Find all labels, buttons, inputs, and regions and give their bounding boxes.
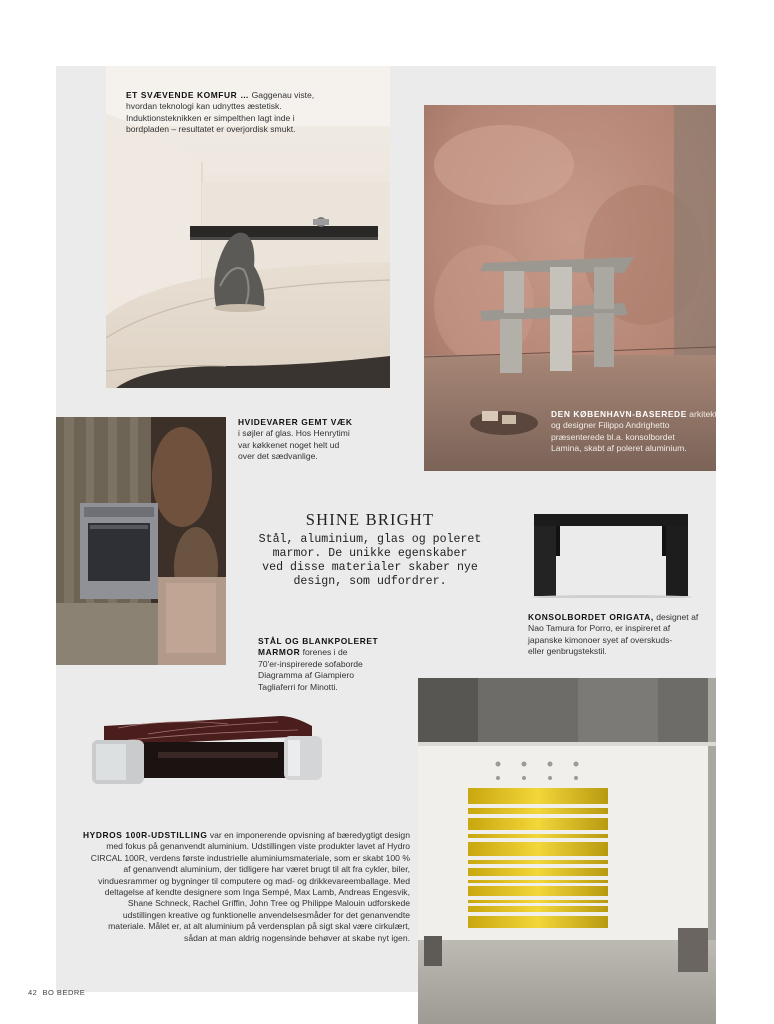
caption-hydros-line: af genanvendt aluminium, der tidligere har været brugt til alt fra cykler, biler, bbox=[123, 864, 410, 875]
caption-hydros-line: Shane Schneck, Rachel Griffin, John Tree og Philippe Malouin udforskede bbox=[127, 898, 410, 909]
caption-hydros bbox=[60, 830, 410, 944]
caption-komfur-line: hvordan teknologi kan udnyttes æstetisk. bbox=[126, 101, 282, 112]
feature-intro-line: design, som udfordrer. bbox=[293, 575, 447, 588]
marble-table-photo bbox=[88, 712, 324, 790]
feature-title: SHINE BRIGHT bbox=[305, 510, 435, 529]
caption-hvidevarer bbox=[238, 417, 388, 463]
caption-kobenhavn bbox=[551, 409, 721, 455]
origata-photo bbox=[528, 512, 696, 598]
caption-kobenhavn-line: Lamina, skabt af poleret aluminium. bbox=[551, 443, 687, 454]
oven-photo bbox=[56, 417, 226, 665]
caption-hvidevarer-line: over det sædvanlige. bbox=[238, 451, 318, 462]
caption-kobenhavn-line: præsenterede bl.a. konsolbordet bbox=[551, 431, 675, 442]
caption-komfur-line: bordpladen – resultatet er overjordisk smukt. bbox=[126, 124, 296, 135]
caption-kobenhavn-line: og designer Filippo Andrighetto bbox=[551, 420, 670, 431]
feature-intro-line: ved disse materialer skaber nye bbox=[262, 561, 478, 574]
page-folio bbox=[28, 988, 85, 997]
caption-kobenhavn-heading: DEN KØBENHAVN-BASEREDE bbox=[551, 409, 687, 419]
caption-konsol-line: designet af bbox=[653, 612, 699, 622]
caption-komfur-line: Gaggenau viste, bbox=[249, 90, 315, 100]
hydros-installation-photo bbox=[418, 678, 716, 1024]
caption-marmor-line: Tagliaferri for Minotti. bbox=[258, 681, 338, 692]
caption-marmor-heading: STÅL OG BLANKPOLERET bbox=[258, 636, 379, 646]
caption-konsol-line: Nao Tamura for Porro, er inspireret af bbox=[528, 623, 671, 634]
caption-hydros-line: materiale. Målet er, at alt aluminium på verdensplan på sigt skal være cirkulært, bbox=[108, 921, 410, 932]
caption-hydros-line: CIRCAL 100R, verdens første industrielle aluminiumsmateriale, som er skabt 100 % bbox=[90, 852, 410, 863]
caption-komfur bbox=[126, 90, 326, 136]
caption-hydros-heading: HYDROS 100R-UDSTILLING bbox=[83, 830, 208, 840]
caption-konsol-line: eller genbrugstekstil. bbox=[528, 646, 607, 657]
caption-hydros-line: vinduesrammer og bygninger til computere og mad- og drikkevareemballage. Med bbox=[98, 875, 410, 886]
caption-hvidevarer-heading: HVIDEVARER GEMT VÆK bbox=[238, 417, 353, 427]
caption-kobenhavn-line: arkitekt bbox=[686, 409, 717, 419]
caption-hvidevarer-line: var køkkenet noget helt ud bbox=[238, 439, 340, 450]
caption-hvidevarer-line: i søjler af glas. Hos Henrytimi bbox=[238, 428, 350, 439]
caption-hydros-line: sådan at man aldrig nogensinde behøver at skabe nyt igen. bbox=[184, 932, 410, 943]
caption-komfur-heading: ET SVÆVENDE KOMFUR … bbox=[126, 90, 250, 100]
caption-marmor-line: 70'er-inspirerede sofaborde bbox=[258, 658, 363, 669]
caption-hydros-line: deltagelse af kendte designere som Inga Sempé, Max Lamb, Andreas Engesvik, bbox=[104, 887, 410, 898]
caption-marmor-line: forenes i de bbox=[300, 647, 348, 658]
caption-marmor-line: Diagramma af Giampiero bbox=[258, 670, 354, 681]
page-number: 42 bbox=[28, 988, 38, 997]
feature-intro-line: marmor. De unikke egenskaber bbox=[272, 547, 468, 560]
magazine-name: BO BEDRE bbox=[42, 988, 86, 997]
caption-konsol-line: japanske kimonoer syet af overskuds- bbox=[528, 634, 673, 645]
feature-title-block bbox=[258, 510, 482, 589]
feature-intro-line: Stål, aluminium, glas og poleret bbox=[258, 533, 482, 546]
caption-konsol-heading: KONSOLBORDET ORIGATA, bbox=[528, 612, 654, 622]
caption-hydros-line: var en imponerende opvisning af bæredygtigt design bbox=[207, 830, 410, 840]
caption-komfur-line: Induktionsteknikken er simpelthen lagt inde i bbox=[126, 112, 295, 123]
caption-marmor bbox=[258, 636, 418, 693]
caption-konsol bbox=[528, 612, 714, 658]
caption-hydros-line: udstillingen kreative og funktionelle anvendelsesmåder for det genanvendte bbox=[122, 909, 410, 920]
feature-intro bbox=[258, 533, 482, 589]
caption-marmor-heading: MARMOR bbox=[258, 647, 301, 658]
caption-hydros-line: med fokus på genanvendt aluminium. Udstillingen viste produkter lavet af Hydro bbox=[106, 841, 410, 852]
